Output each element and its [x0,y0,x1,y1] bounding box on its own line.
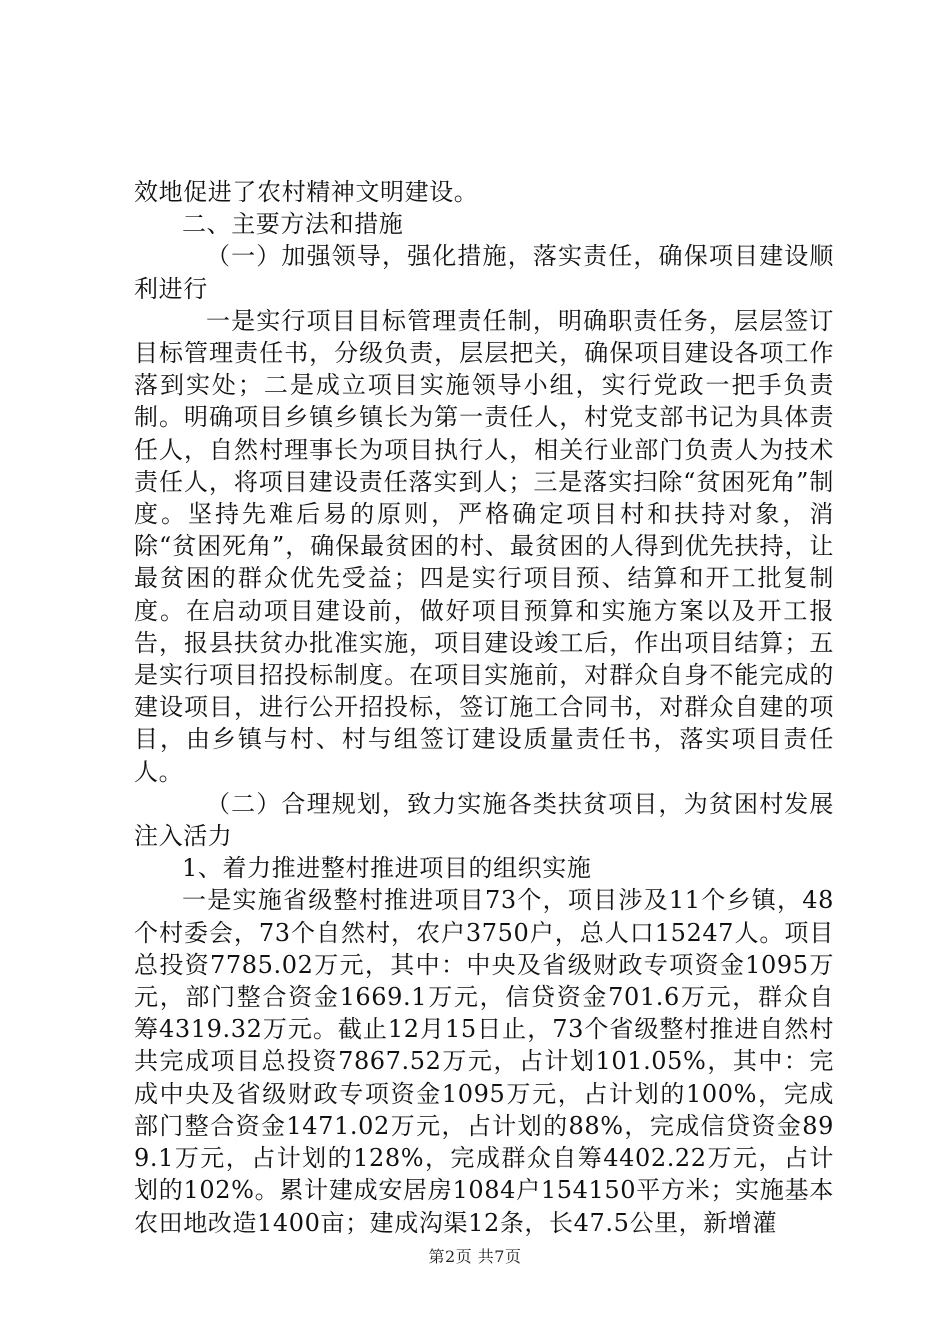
subsection-heading-2: （二）合理规划，致力实施各类扶贫项目，为贫困村发展注入活力 [134,789,834,851]
item-heading-1: 1、着力推进整村推进项目的组织实施 [182,854,592,883]
page-footer [0,1244,950,1267]
section-heading-2: 二、主要方法和措施 [182,210,404,239]
paragraph-measures: 一是实行项目目标管理责任制，明确职责任务，层层签订目标管理责任书，分级负责，层层把关，确保项目建设各项工作落到实处；二是成立项目实施领导小组，实行党政一把手负责制。明确项目乡镇乡镇长为第一责任人，村党支部书记为具体责任人，自然村理事长为项目执行人，相关行业部门负责人为技术责任人，将项目建设责任落实到人；三是落实扫除“贫困死角”制度。坚持先难后易的原则，严格确定项目村和扶持对象，消除“贫困死角”，确保最贫困的村、最贫困的人得到优先扶持，让最贫困的群众优先受益；四是实行项目预、结算和开工批复制度。在启动项目建设前，做好项目预算和实施方案以及开工报告，报县扶贫办批准实施，项目建设竣工后，作出项目结算；五是实行项目招投标制度。在项目实施前，对群众自身不能完成的建设项目，进行公开招投标，签订施工合同书，对群众自建的项目，由乡镇与村、村与组签订建设质量责任书，落实项目责任人。 [134,306,834,786]
document-body [134,176,834,1239]
page-number-label: 第2页 共7页 [428,1247,522,1266]
paragraph-continuation: 效地促进了农村精神文明建设。 [134,178,479,206]
paragraph-project-stats: 一是实施省级整村推进项目73个，项目涉及11个乡镇，48个村委会，73个自然村，农户3750户，总人口15247人。项目总投资7785.02万元，其中：中央及省级财政专项资金1095万元，部门整合资金1669.1万元，信贷资金701.6万元，群众自筹4319.32万元。截止12月15日止，73个省级整村推进自然村共完成项目总投资7867.52万元，占计划101.05%，其中：完成中央及省级财政专项资金1095万元，占计划的100%，完成部门整合资金1471.02万元，占计划的88%，完成信贷资金899.1万元，占计划的128%，完成群众自筹4402.22万元，占计划的102%。累计建成安居房1084户154150平方米；实施基本农田地改造1400亩；建成沟渠12条，长47.5公里，新增灌 [134,886,834,1237]
subsection-heading-1: （一）加强领导，强化措施，落实责任，确保项目建设顺利进行 [134,242,834,303]
